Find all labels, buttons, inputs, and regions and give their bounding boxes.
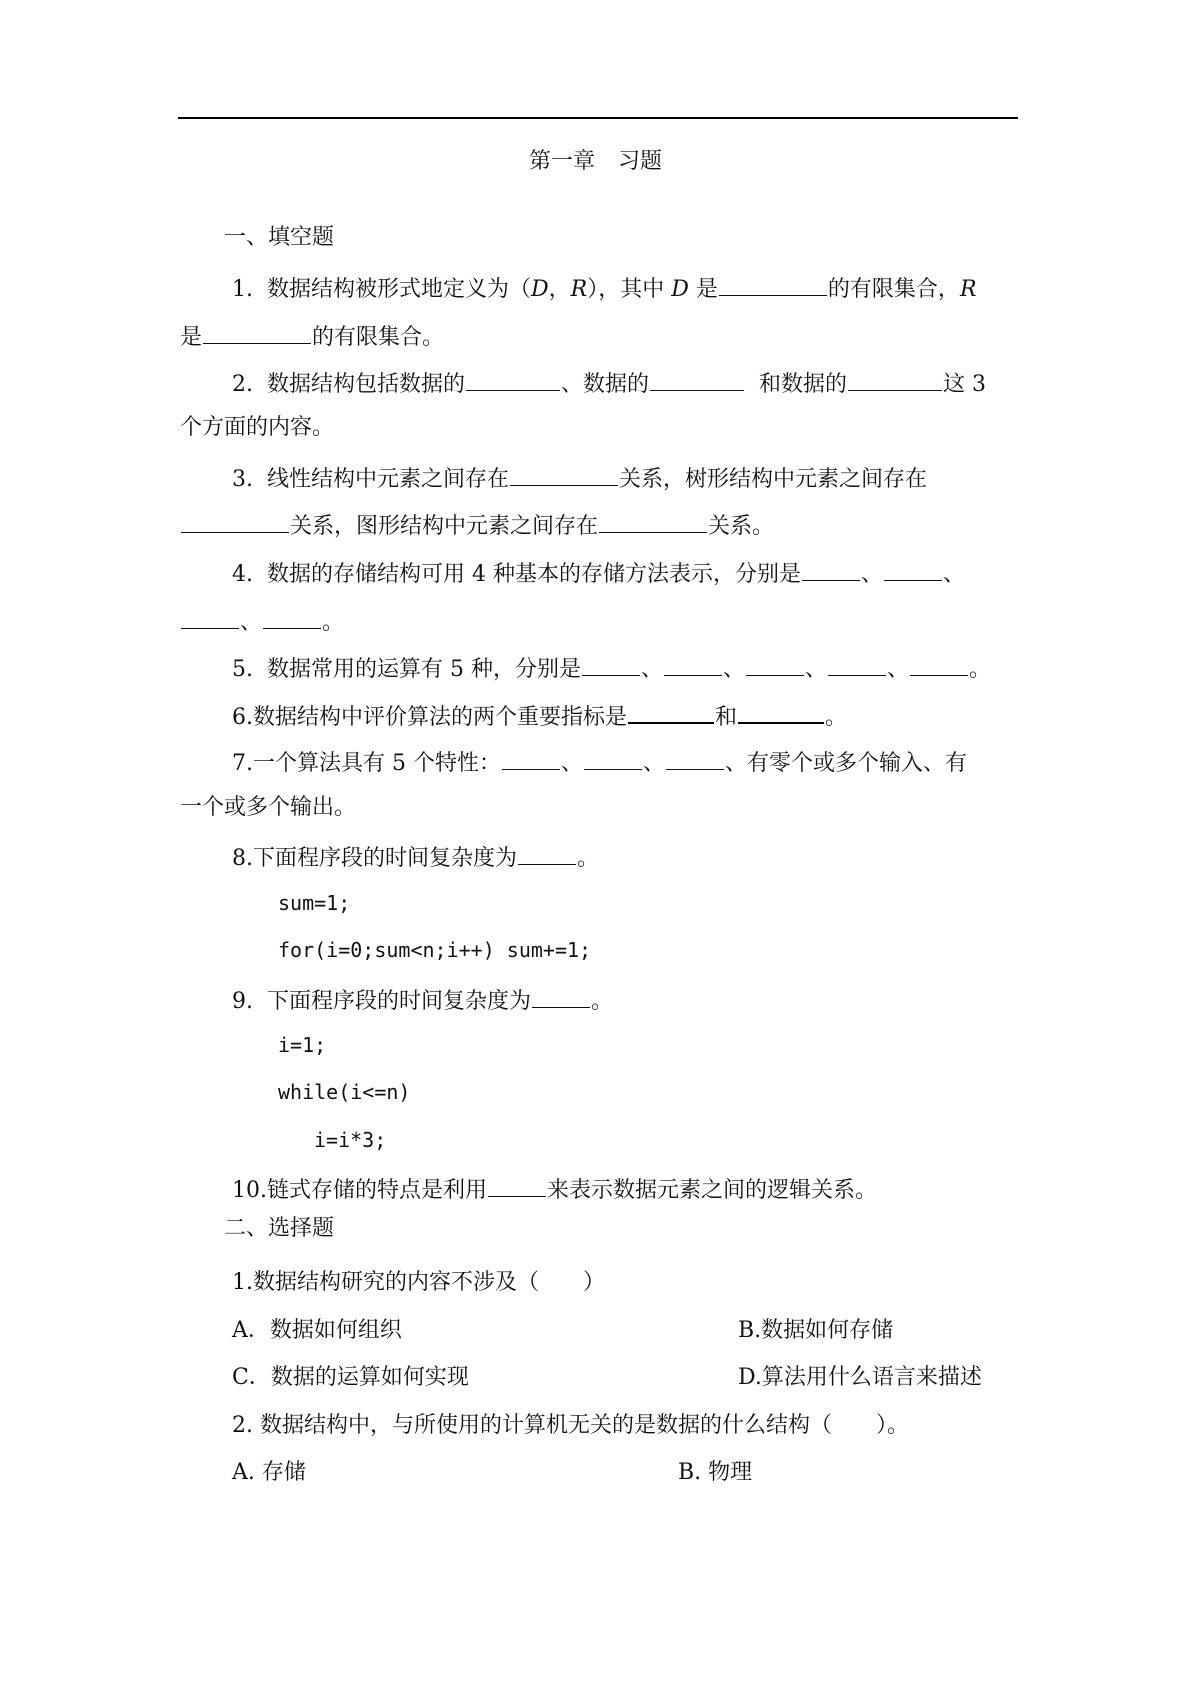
- answer-blank[interactable]: [746, 651, 804, 676]
- answer-blank[interactable]: [181, 604, 239, 629]
- header-rule: [178, 117, 1018, 119]
- answer-blank[interactable]: [582, 651, 640, 676]
- fill-question-2-cont: 个方面的内容。: [180, 415, 335, 440]
- answer-blank[interactable]: [510, 461, 618, 486]
- answer-blank[interactable]: [263, 604, 321, 629]
- choice-option-a: A．数据如何组织: [232, 1318, 402, 1343]
- answer-blank[interactable]: [518, 840, 576, 865]
- section-heading-choice: 二、选择题: [224, 1216, 335, 1241]
- fill-question-3: 3. 线性结构中元素之间存在 关系，树形结构中元素之间存在: [232, 461, 927, 495]
- answer-blank[interactable]: [584, 745, 642, 770]
- fill-question-5: 5. 数据常用的运算有 5 种，分别是 、 、 、 、 。: [232, 651, 991, 685]
- fill-question-2: 2. 数据结构包括数据的 、数据的 和数据的 这 3: [232, 366, 986, 400]
- answer-blank[interactable]: [466, 366, 560, 391]
- choice-option-d: D.算法用什么语言来描述: [738, 1365, 982, 1390]
- answer-blank[interactable]: [650, 366, 744, 391]
- code-line: sum=1;: [278, 891, 351, 915]
- answer-blank[interactable]: [802, 556, 860, 581]
- answer-blank[interactable]: [502, 745, 560, 770]
- section-heading-fill: 一、填空题: [224, 225, 335, 250]
- answer-blank[interactable]: [488, 1172, 546, 1197]
- answer-blank[interactable]: [532, 983, 590, 1008]
- choice-option-b: B. 物理: [678, 1460, 753, 1485]
- code-line: for(i=0;sum<n;i++) sum+=1;: [278, 938, 592, 962]
- fill-question-10: 10.链式存储的特点是利用 来表示数据元素之间的逻辑关系。: [232, 1172, 877, 1206]
- choice-option-c: C．数据的运算如何实现: [232, 1365, 469, 1390]
- choice-option-b: B.数据如何存储: [738, 1318, 894, 1343]
- fill-question-8: 8.下面程序段的时间复杂度为 。: [232, 840, 599, 874]
- page-title: 第一章 习题: [529, 149, 662, 174]
- answer-blank[interactable]: [203, 319, 311, 344]
- answer-blank[interactable]: [719, 271, 827, 296]
- fill-question-3-cont: 关系，图形结构中元素之间存在 关系。: [180, 508, 774, 542]
- fill-question-9: 9. 下面程序段的时间复杂度为 。: [232, 983, 613, 1017]
- fill-question-1-cont: 是 的有限集合。: [180, 319, 444, 353]
- fill-question-4-cont: 、 。: [180, 604, 344, 638]
- answer-blank[interactable]: [738, 698, 824, 724]
- fill-question-6: 6.数据结构中评价算法的两个重要指标是 和 。: [232, 698, 847, 733]
- code-line: i=1;: [278, 1033, 327, 1057]
- answer-blank[interactable]: [599, 508, 707, 533]
- answer-blank[interactable]: [884, 556, 942, 581]
- fill-question-1: 1. 数据结构被形式地定义为（D，R），其中 D 是 的有限集合，R: [232, 271, 977, 305]
- fill-question-7-cont: 一个或多个输出。: [180, 795, 357, 820]
- answer-blank[interactable]: [910, 651, 968, 676]
- answer-blank[interactable]: [666, 745, 724, 770]
- choice-question-1: 1.数据结构研究的内容不涉及（ ）: [232, 1270, 605, 1295]
- code-line: while(i<=n): [278, 1080, 411, 1104]
- answer-blank[interactable]: [828, 651, 886, 676]
- fill-question-7: 7.一个算法具有 5 个特性： 、 、 、有零个或多个输入、有: [232, 745, 967, 779]
- answer-blank[interactable]: [664, 651, 722, 676]
- code-line: i=i*3;: [314, 1128, 387, 1152]
- choice-option-a: A. 存储: [232, 1460, 306, 1485]
- answer-blank[interactable]: [848, 366, 942, 391]
- answer-blank[interactable]: [181, 508, 289, 533]
- answer-blank[interactable]: [628, 698, 714, 724]
- choice-question-2: 2. 数据结构中，与所使用的计算机无关的是数据的什么结构（ ）。: [232, 1413, 909, 1438]
- fill-question-4: 4. 数据的存储结构可用 4 种基本的存储方法表示，分别是 、 、: [232, 556, 965, 590]
